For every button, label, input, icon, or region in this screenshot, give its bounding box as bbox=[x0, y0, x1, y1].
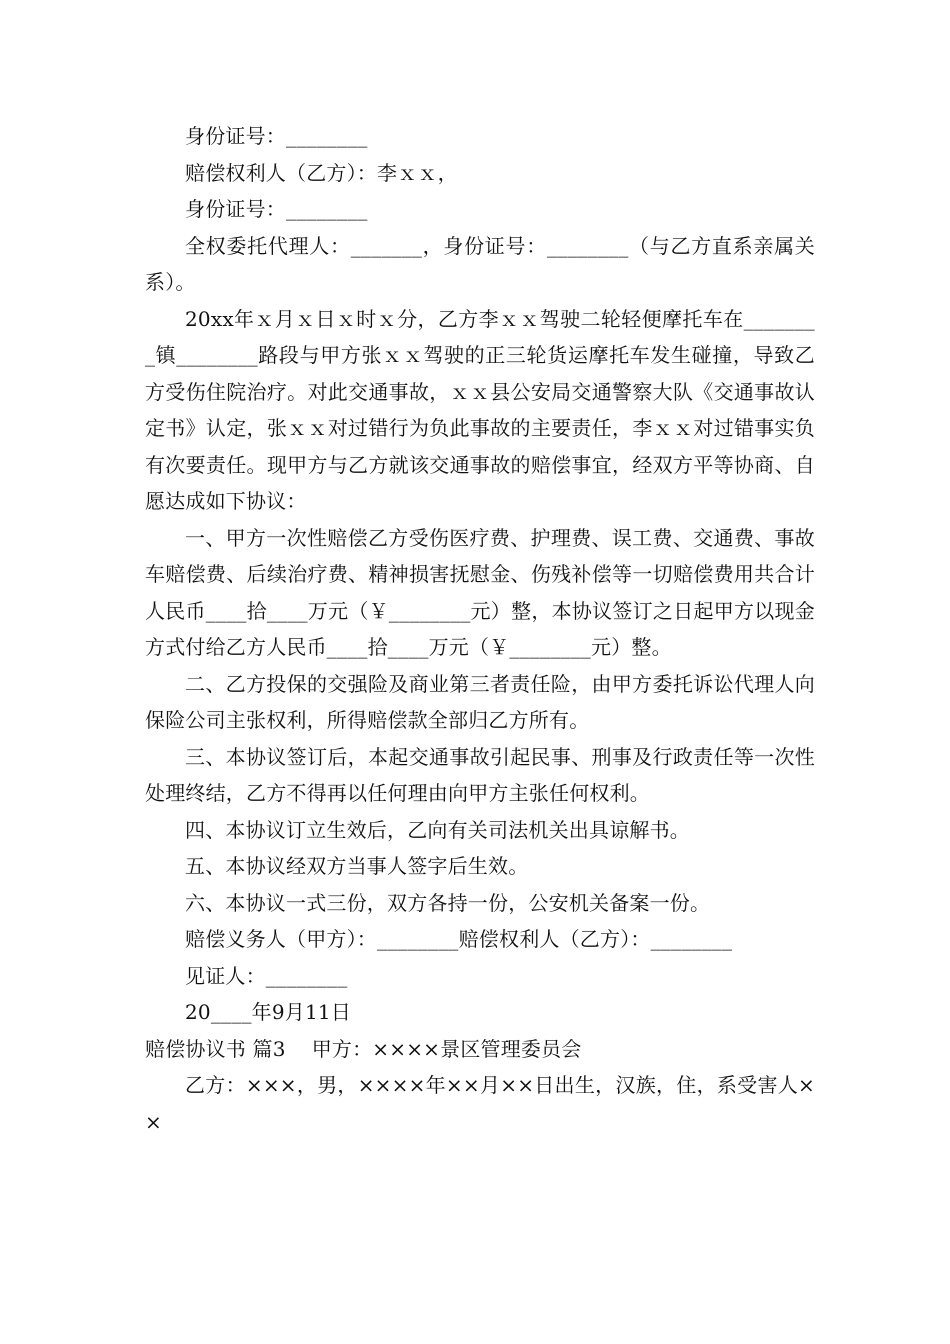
paragraph-id-number-a: 身份证号：________ bbox=[185, 124, 368, 148]
paragraph-clause-6: 六、本协议一式三份，双方各持一份，公安机关备案一份。 bbox=[185, 890, 711, 915]
paragraph-witness: 见证人：________ bbox=[185, 963, 348, 988]
paragraph-party-b-details: 乙方：×××，男，××××年××月××日出生，汉族，住，系受害人×× bbox=[145, 1073, 815, 1134]
paragraph-party-b: 赔偿权利人（乙方）：李ｘｘ， bbox=[185, 160, 458, 185]
section-title: 赔偿协议书 篇3 bbox=[145, 1036, 286, 1061]
paragraph-accident-description: 20xx年ｘ月ｘ日ｘ时ｘ分，乙方李ｘｘ驾驶二轮轻便摩托车在________镇________路段与甲方张ｘｘ驾驶的正三轮货运摩托车发生碰撞，导致乙方受伤住院治疗。对此交通事故，ｘｘ县公安局交通警察大队《交通事故认定书》认定，张ｘｘ对过错行为负此事故的主要责任，李ｘｘ对过错事实负有次要责任。现甲方与乙方就该交通事故的赔偿事宜，经双方平等协商、自愿达成如下协议： bbox=[145, 306, 815, 513]
section-heading-line bbox=[145, 1031, 815, 1068]
paragraph-clause-3: 三、本协议签订后，本起交通事故引起民事、刑事及行政责任等一次性处理终结，乙方不得再以任何理由向甲方主张任何权利。 bbox=[145, 744, 815, 805]
document-body bbox=[145, 118, 815, 1140]
paragraph-clause-1: 一、甲方一次性赔偿乙方受伤医疗费、护理费、误工费、交通费、事故车赔偿费、后续治疗费、精神损害抚慰金、伤残补偿等一切赔偿费用共合计人民币____拾____万元（￥________元）整，本协议签订之日起甲方以现金方式付给乙方人民币____拾____万元（￥________元）整。 bbox=[145, 525, 815, 659]
paragraph-agent: 全权委托代理人：_______，身份证号：________（与乙方直系亲属关系）。 bbox=[145, 233, 815, 294]
paragraph-clause-2: 二、乙方投保的交强险及商业第三者责任险，由甲方委托诉讼代理人向保险公司主张权利，所得赔偿款全部归乙方所有。 bbox=[145, 671, 815, 732]
section-party-a: 甲方：××××景区管理委员会 bbox=[311, 1036, 582, 1061]
paragraph-date: 20____年9月11日 bbox=[185, 1000, 352, 1024]
paragraph-clause-4: 四、本协议订立生效后，乙向有关司法机关出具谅解书。 bbox=[185, 817, 690, 842]
paragraph-id-number-b: 身份证号：________ bbox=[185, 197, 368, 221]
paragraph-signatures: 赔偿义务人（甲方）：________赔偿权利人（乙方）：________ bbox=[185, 927, 733, 951]
paragraph-clause-5: 五、本协议经双方当事人签字后生效。 bbox=[185, 854, 529, 878]
